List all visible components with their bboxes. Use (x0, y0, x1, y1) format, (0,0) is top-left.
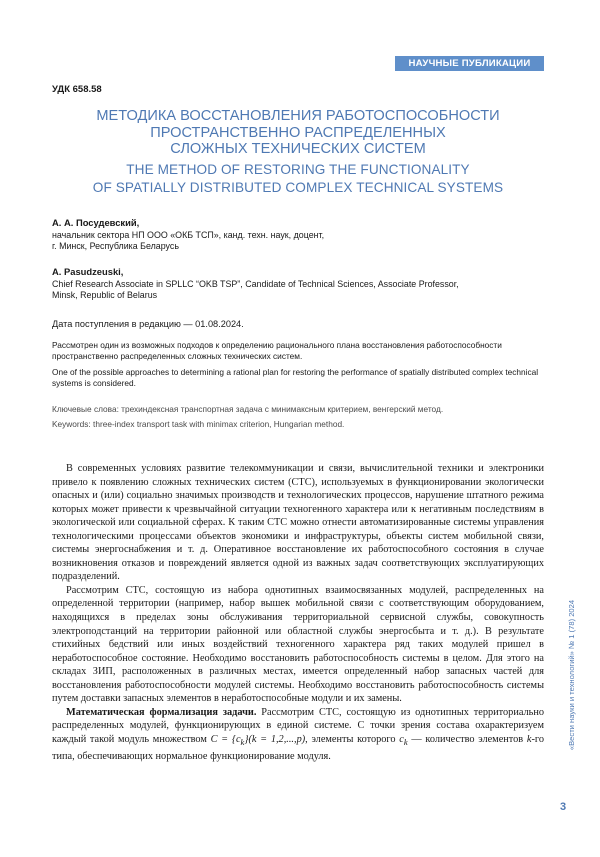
paragraph-text: Рассмотрим СТС, состоящую из однотипных территориально распределенных модулей, функционирующих в единой системе. С точки зрения состава охарактеризуем каждый такой модуль множеством (52, 706, 544, 745)
title-ru-line: ПРОСТРАНСТВЕННО РАСПРЕДЕЛЕННЫХ (150, 124, 446, 141)
journal-side-label (567, 560, 579, 790)
received-date: Дата поступления в редакцию — 01.08.2024. (52, 319, 244, 329)
abstract-en: One of the possible approaches to determining a rational plan for restoring the performance of spatially distributed complex technical systems is considered. (52, 367, 539, 388)
section-lead: Математическая формализация задачи. (66, 706, 257, 718)
formula-subscript: k (403, 736, 408, 747)
paragraph-text: -го типа, обеспечивающих нормальное функционирование модуля. (52, 733, 544, 762)
article-body (52, 462, 544, 763)
title-en-line: OF SPATIALLY DISTRIBUTED COMPLEX TECHNICAL SYSTEMS (92, 180, 504, 195)
title-ru-line: СЛОЖНЫХ ТЕХНИЧЕСКИХ СИСТЕМ (170, 141, 426, 158)
affiliation-line: Minsk, Republic of Belarus (52, 290, 158, 301)
formula-subscript: k (240, 736, 245, 747)
formula: C = {c (210, 733, 241, 745)
affiliation-line: г. Минск, Республика Беларусь (52, 241, 179, 252)
formula: k (526, 733, 532, 745)
udk-code: УДК 658.58 (52, 84, 102, 95)
paragraph-text: — количество элементов (407, 733, 527, 745)
section-header-label: НАУЧНЫЕ ПУБЛИКАЦИИ (408, 58, 531, 69)
journal-side-text: «Вести науки и технологий» № 1 (78) 2024 (567, 599, 576, 751)
title-russian (52, 108, 544, 158)
formula: c (399, 733, 404, 745)
author-name-ru: А. А. Посудевский, (52, 217, 140, 228)
paragraph: В современных условиях развитие телекоммуникации и связи, вычислительной техники и электроники привело к появлению сложных технических систем (СТС), используемых в функционировании экологически опасных и (или) социально значимых производств и технологических процессов, нарушение штатного режима которых может привести к чрезвычайной ситуации техногенного характера или к негативным последствиям в экологической или социальной сферах. К таким СТС можно отнести автоматизированные системы управления технологическими процессами объектов экономики и инфраструктуры, объекты систем мобильной связи, системы энергоснабжения и т. д. Оперативное восстановление их работоспособного состояния в случае возникновения отказов и повреждений является одной из важных задач соответствующих эксплуатирующих подразделений. (52, 463, 544, 583)
title-english (52, 161, 544, 197)
author-name-en: A. Pasudzeuski, (52, 266, 124, 277)
keywords-en: Keywords: three-index transport task with minimax criterion, Hungarian method. (52, 419, 345, 429)
author-affiliation-en (52, 279, 512, 302)
formula: }(k = 1,2,...,p) (244, 733, 306, 745)
title-ru-line: МЕТОДИКА ВОССТАНОВЛЕНИЯ РАБОТОСПОСОБНОСТИ (96, 108, 500, 124)
author-affiliation-ru (52, 230, 352, 253)
title-en-line: THE METHOD OF RESTORING THE FUNCTIONALITY (126, 162, 470, 177)
abstract-ru: Рассмотрен один из возможных подходов к определению рационального плана восстановления работоспособности пространственно распределенных сложных технических систем. (52, 340, 502, 361)
affiliation-line: Chief Research Associate in SPLLC “OKB TSP”, Candidate of Technical Sciences, Associate Professor, (52, 279, 459, 289)
paragraph (52, 706, 544, 763)
keywords-ru: Ключевые слова: трехиндексная транспортная задача с минимаксным критерием, венгерский метод. (52, 404, 444, 414)
page-number: 3 (560, 801, 567, 813)
section-header-bar (395, 56, 544, 71)
paragraph: Рассмотрим СТС, состоящую из набора однотипных взаимосвязанных модулей, распределенных на определенной территории (например, набор вышек мобильной связи с соответствующим оборудованием, находящихся в пределах зоны обслуживания территориальной сервисной службы, совокупность электроподстанций на территории районной или областной службы энергосбыта и т. д.). В результате стихийных бедствий или иных воздействий техногенного характера ряд таких модулей пришел в неработоспособное состояние. Необходимо восстановить работоспособность системы в целом. Для этого на складах ЗИП, расположенных в различных местах, имеется определенный набор запасных частей для восстановления работоспособности модулей системы. Необходимо восстановить работоспособность системы путем доставки запасных элементов в неработоспособные модули и их замены. (52, 584, 544, 705)
affiliation-line: начальник сектора НП ООО «ОКБ ТСП», канд. техн. наук, доцент, (52, 230, 325, 240)
paragraph-text: , элементы которого (305, 733, 400, 745)
